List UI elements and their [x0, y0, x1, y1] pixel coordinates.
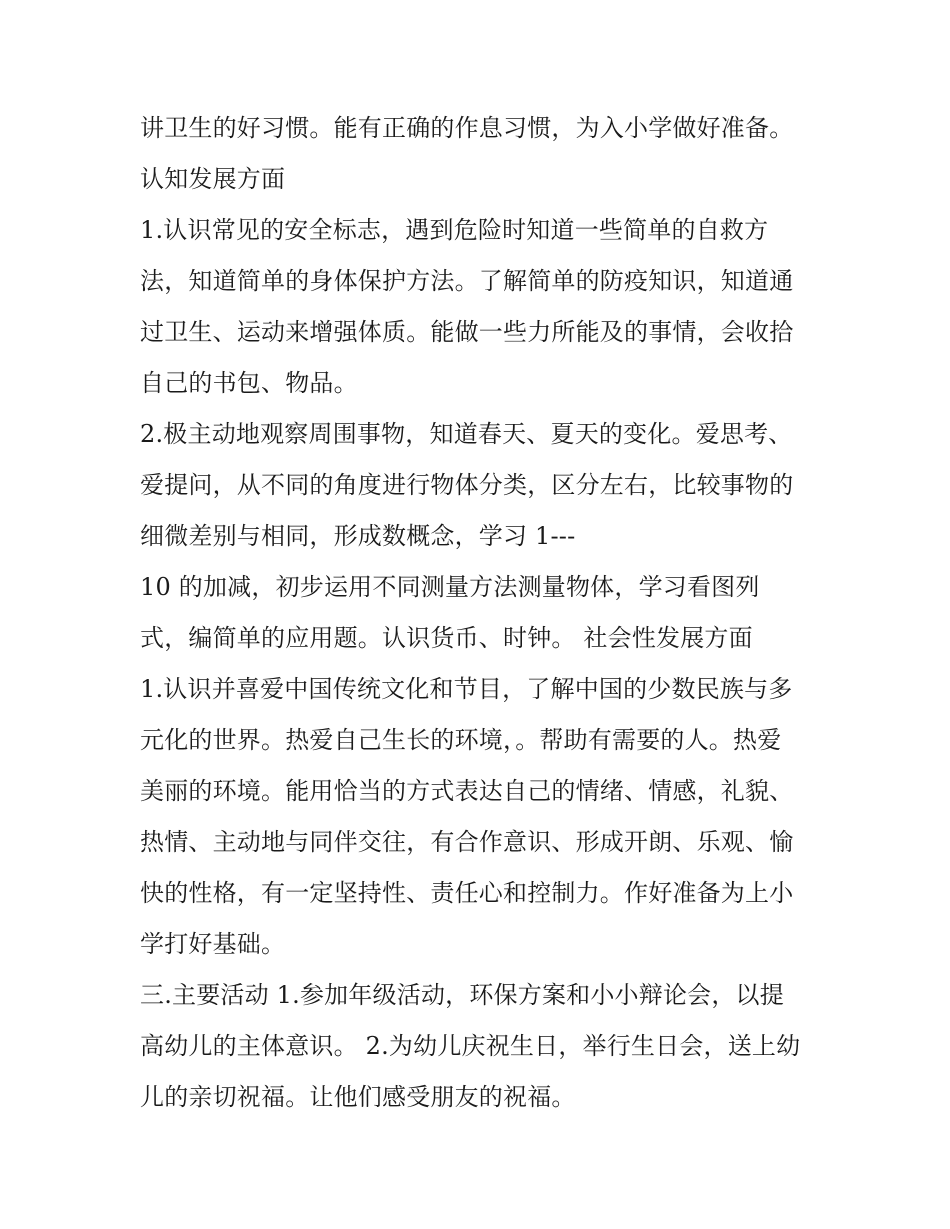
text-line: 快的性格，有一定坚持性、责任心和控制力。作好准备为上小 — [140, 879, 794, 907]
text-line: 1.认识常见的安全标志，遇到危险时知道一些简单的自救方 — [140, 216, 769, 244]
text-line: 高幼儿的主体意识。 2.为幼儿庆祝生日，举行生日会，送上幼 — [140, 1032, 801, 1060]
text-line: 讲卫生的好习惯。能有正确的作息习惯，为入小学做好准备。 — [140, 114, 794, 142]
text-line: 爱提问，从不同的角度进行物体分类，区分左右，比较事物的 — [140, 471, 794, 499]
section-heading: 认知发展方面 — [140, 165, 286, 193]
text-line: 自己的书包、物品。 — [140, 369, 358, 397]
text-line: 三.主要活动 1.参加年级活动，环保方案和小小辩论会，以提 — [140, 981, 784, 1009]
text-line: 法，知道简单的身体保护方法。了解简单的防疫知识，知道通 — [140, 267, 794, 295]
text-line: 1.认识并喜爱中国传统文化和节目，了解中国的少数民族与多 — [140, 675, 793, 703]
text-line: 2.极主动地观察周围事物，知道春天、夏天的变化。爱思考、 — [140, 420, 793, 448]
text-line: 美丽的环境。能用恰当的方式表达自己的情绪、情感，礼貌、 — [140, 777, 794, 805]
document-body — [140, 103, 830, 1123]
text-line: 细微差别与相同，形成数概念，学习 1--- — [140, 522, 576, 550]
text-line: 学打好基础。 — [140, 930, 286, 958]
text-line: 热情、主动地与同伴交往，有合作意识、形成开朗、乐观、愉 — [140, 828, 794, 856]
text-line: 元化的世界。热爱自己生长的环境，。帮助有需要的人。热爱 — [140, 726, 782, 754]
text-line: 式，编简单的应用题。认识货币、时钟。 社会性发展方面 — [140, 624, 753, 652]
text-line: 过卫生、运动来增强体质。能做一些力所能及的事情，会收拾 — [140, 318, 794, 346]
text-line: 儿的亲切祝福。让他们感受朋友的祝福。 — [140, 1083, 576, 1111]
text-line: 10 的加减，初步运用不同测量方法测量物体，学习看图列 — [140, 573, 760, 601]
